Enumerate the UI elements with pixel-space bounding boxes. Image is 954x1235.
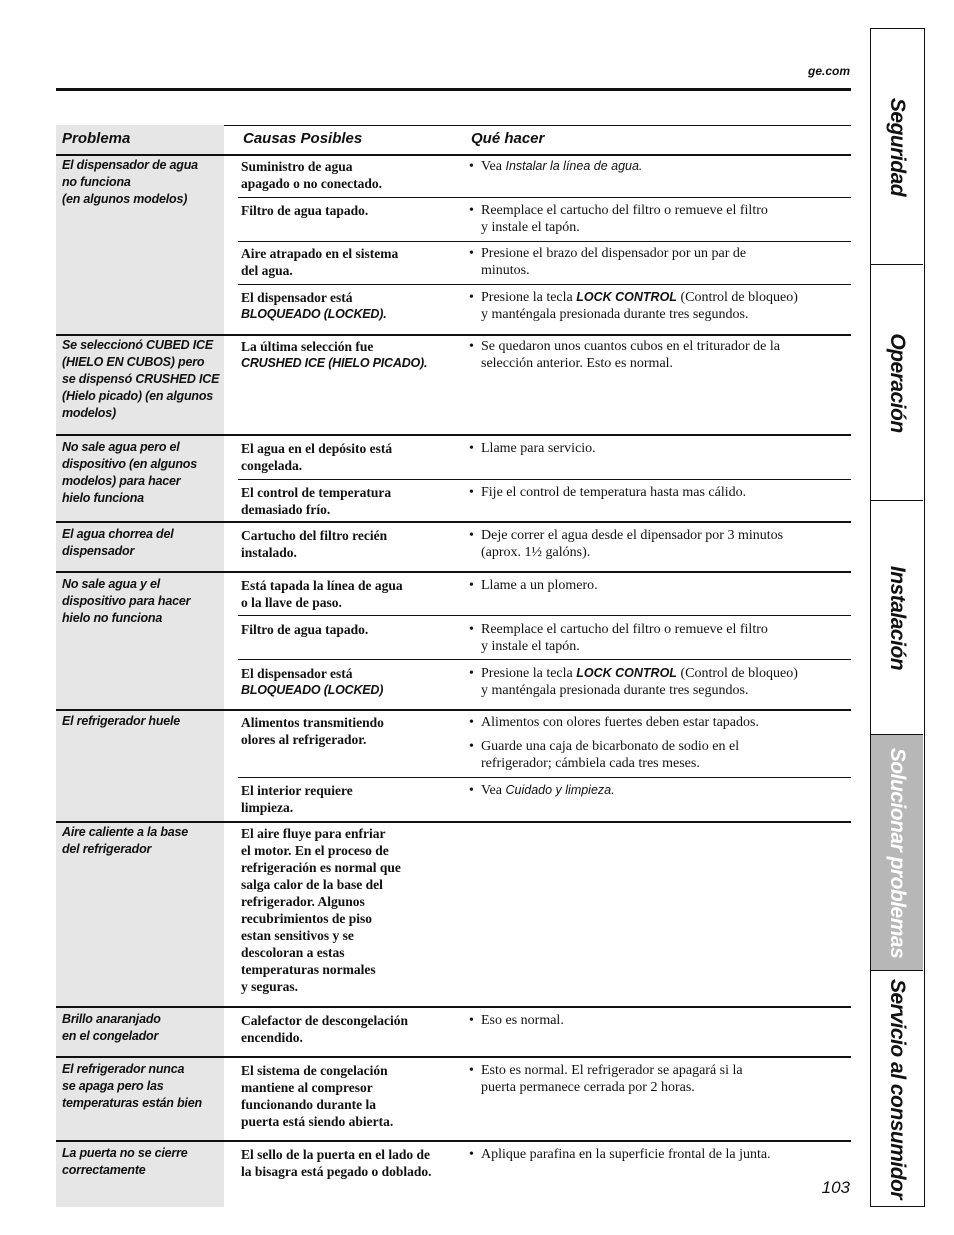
text-line: demasiado frío.: [241, 502, 331, 517]
row-separator: [56, 709, 851, 711]
key-name: LOCK CONTROL: [576, 666, 677, 680]
text-line: en el congelador: [62, 1029, 159, 1043]
text-line: y instale el tapón.: [481, 220, 580, 235]
cause-cell: [241, 440, 463, 474]
text-line: Fije el control de temperatura hasta mas cálido.: [481, 485, 747, 500]
problem-cell: [62, 157, 222, 208]
row-separator: [56, 1056, 851, 1058]
text-line: (HIELO EN CUBOS) pero: [62, 355, 205, 369]
problem-cell: [62, 576, 222, 627]
text-line: (en algunos modelos): [62, 192, 188, 206]
row-separator: [56, 334, 851, 336]
text-line: dispensador: [62, 544, 135, 558]
header-rule: [56, 88, 851, 91]
text-line: modelos): [62, 406, 116, 420]
cause-cell: [241, 782, 463, 816]
bullet-icon: •: [469, 290, 474, 305]
action-item: [469, 527, 841, 561]
problem-cell: [62, 824, 222, 858]
text-line: Guarde una caja de bicarbonato de sodio en el: [481, 739, 740, 754]
text-line: funcionando durante la: [241, 1097, 377, 1112]
text-line: y instale el tapón.: [481, 639, 580, 654]
cause-cell: [241, 289, 463, 323]
text-line: recubrimientos de piso: [241, 911, 372, 926]
row-separator: [56, 821, 851, 823]
action-item: [469, 577, 841, 594]
action-item: [469, 202, 841, 236]
bullet-icon: •: [469, 666, 474, 681]
text-line: (Hielo picado) (en algunos: [62, 389, 214, 403]
cause-cell: [241, 245, 463, 279]
action-item: [469, 484, 841, 501]
problem-cell: [62, 526, 222, 560]
text-line: Está tapada la línea de agua: [241, 578, 403, 593]
text-line: [481, 665, 841, 682]
problem-cell: [62, 337, 222, 422]
text-line: Presione el brazo del dispensador por un par de: [481, 246, 747, 261]
cause-separator: [238, 284, 851, 285]
text-line: no funciona: [62, 175, 131, 189]
cause-emphasis: BLOQUEADO (LOCKED).: [241, 307, 387, 321]
row-separator: [56, 521, 851, 523]
cause-emphasis: CRUSHED ICE (HIELO PICADO).: [241, 356, 428, 370]
text-line: El agua chorrea del: [62, 527, 174, 541]
row-separator: [56, 571, 851, 573]
text-line: la bisagra está pegado o doblado.: [241, 1164, 432, 1179]
tab-label: Operación: [886, 332, 909, 433]
text-line: Cartucho del filtro recién: [241, 528, 388, 543]
text-line: refrigerador; cámbiela cada tres meses.: [481, 756, 700, 771]
cause-separator: [238, 241, 851, 242]
problem-cell: [62, 1011, 222, 1045]
text-line: el motor. En el proceso de: [241, 843, 389, 858]
bullet-icon: •: [469, 1063, 474, 1078]
problem-cell: [62, 1061, 222, 1112]
text-line: Aire atrapado en el sistema: [241, 246, 399, 261]
bullet-icon: •: [469, 441, 474, 456]
cause-emphasis: BLOQUEADO (LOCKED): [241, 683, 384, 697]
text-fragment: (Control de bloqueo): [676, 290, 798, 305]
bullet-icon: •: [469, 783, 474, 798]
text-line: congelada.: [241, 458, 303, 473]
bullet-icon: •: [469, 339, 474, 354]
text-line: dispositivo para hacer: [62, 594, 191, 608]
cause-cell: [241, 527, 463, 561]
reference-link: Instalar la línea de agua.: [505, 159, 643, 173]
text-line: El sello de la puerta en el lado de: [241, 1147, 430, 1162]
action-item: [469, 621, 841, 655]
action-item: [469, 665, 841, 699]
text-line: Suministro de agua: [241, 159, 353, 174]
text-line: Alimentos transmitiendo: [241, 715, 384, 730]
text-line: minutos.: [481, 263, 530, 278]
text-line: El dispensador está: [241, 290, 353, 305]
text-line: se dispensó CRUSHED ICE: [62, 372, 220, 386]
text-line: estan sensitivos y se: [241, 928, 354, 943]
column-header-problem: Problema: [62, 130, 131, 147]
text-line: El dispensador de agua: [62, 158, 198, 172]
text-line: Llame a un plomero.: [481, 578, 598, 593]
text-line: Filtro de agua tapado.: [241, 622, 369, 637]
cause-cell: [241, 1012, 463, 1046]
text-line: El sistema de congelación: [241, 1063, 388, 1078]
bullet-icon: •: [469, 1013, 474, 1028]
text-line: [481, 158, 841, 175]
action-item: [469, 440, 841, 457]
text-line: (aprox. 1½ galóns).: [481, 545, 591, 560]
text-line: El agua en el depósito está: [241, 441, 393, 456]
page-number: 103: [821, 1178, 850, 1197]
text-line: La última selección fue: [241, 339, 374, 354]
bullet-icon: •: [469, 159, 474, 174]
text-line: Esto es normal. El refrigerador se apagará si la: [481, 1063, 743, 1078]
text-line: El interior requiere: [241, 783, 353, 798]
key-name: LOCK CONTROL: [576, 290, 677, 304]
tab-instalacion[interactable]: [871, 501, 923, 735]
cause-cell: [241, 158, 463, 192]
cause-cell: [241, 338, 463, 372]
cause-cell: [241, 621, 463, 638]
text-line: [481, 289, 841, 306]
bullet-icon: •: [469, 1147, 474, 1162]
text-line: La puerta no se cierre: [62, 1146, 188, 1160]
text-line: Filtro de agua tapado.: [241, 203, 369, 218]
reference-link: Cuidado y limpieza.: [505, 783, 615, 797]
action-item: [469, 1012, 841, 1029]
problem-cell: [62, 713, 222, 730]
text-fragment: Vea: [481, 783, 506, 798]
cause-separator: [238, 197, 851, 198]
text-line: correctamente: [62, 1163, 146, 1177]
text-line: limpieza.: [241, 800, 294, 815]
problem-cell: [62, 1145, 222, 1179]
text-line: o la llave de paso.: [241, 595, 342, 610]
action-item: [469, 738, 841, 772]
text-line: refrigeración es normal que: [241, 860, 401, 875]
side-tabs: [870, 28, 925, 1207]
bullet-icon: •: [469, 739, 474, 754]
action-item: [469, 1062, 841, 1096]
text-line: No sale agua y el: [62, 577, 161, 591]
tab-solucionar-problemas[interactable]: [871, 735, 923, 971]
text-line: olores al refrigerador.: [241, 732, 367, 747]
text-fragment: Presione la tecla: [481, 666, 577, 681]
header-top-rule: [224, 125, 851, 126]
text-line: El control de temperatura: [241, 485, 392, 500]
cause-cell: [241, 484, 463, 518]
text-line: El refrigerador nunca: [62, 1062, 185, 1076]
tab-label: Servicio al consumidor: [886, 978, 909, 1200]
cause-separator: [238, 615, 851, 616]
cause-separator: [238, 777, 851, 778]
site-url[interactable]: ge.com: [807, 64, 850, 78]
text-line: temperaturas están bien: [62, 1096, 202, 1110]
text-line: El refrigerador huele: [62, 714, 181, 728]
tab-operacion[interactable]: [871, 265, 923, 501]
header-bottom-rule: [56, 154, 851, 156]
bullet-icon: •: [469, 485, 474, 500]
column-header-causes: Causas Posibles: [243, 130, 363, 147]
cause-cell: [241, 202, 463, 219]
cause-cell: [241, 1062, 463, 1130]
text-line: Alimentos con olores fuertes deben estar tapados.: [481, 715, 759, 730]
text-line: mantiene al compresor: [241, 1080, 373, 1095]
text-line: [481, 782, 841, 799]
text-line: Calefactor de descongelación: [241, 1013, 408, 1028]
text-line: refrigerador. Algunos: [241, 894, 365, 909]
bullet-icon: •: [469, 246, 474, 261]
row-separator: [56, 1140, 851, 1142]
tab-seguridad[interactable]: [871, 29, 923, 265]
text-line: salga calor de la base del: [241, 877, 383, 892]
action-item: [469, 338, 841, 372]
text-line: selección anterior. Esto es normal.: [481, 356, 674, 371]
cause-cell: [241, 577, 463, 611]
cause-separator: [238, 659, 851, 660]
text-line: Llame para servicio.: [481, 441, 596, 456]
text-line: Aire caliente a la base: [62, 825, 189, 839]
text-line: No sale agua pero el: [62, 440, 180, 454]
action-item: [469, 158, 841, 175]
text-line: del agua.: [241, 263, 293, 278]
text-line: descoloran a estas: [241, 945, 345, 960]
text-fragment: Presione la tecla: [481, 290, 577, 305]
text-line: Se quedaron unos cuantos cubos en el triturador de la: [481, 339, 780, 354]
text-line: temperaturas normales: [241, 962, 376, 977]
text-line: Eso es normal.: [481, 1013, 564, 1028]
bullet-icon: •: [469, 203, 474, 218]
cause-cell: [241, 1146, 463, 1180]
text-line: y manténgala presionada durante tres segundos.: [481, 683, 749, 698]
action-item: [469, 289, 841, 323]
text-line: instalado.: [241, 545, 297, 560]
text-line: El aire fluye para enfriar: [241, 826, 386, 841]
text-line: modelos) para hacer: [62, 474, 181, 488]
tab-label: Instalación: [886, 565, 909, 670]
cause-cell: [241, 665, 463, 699]
text-line: hielo funciona: [62, 491, 144, 505]
text-line: del refrigerador: [62, 842, 152, 856]
column-header-actions: Qué hacer: [471, 130, 545, 147]
text-line: y manténgala presionada durante tres segundos.: [481, 307, 749, 322]
action-item: [469, 1146, 841, 1163]
text-line: dispositivo (en algunos: [62, 457, 197, 471]
text-fragment: Vea: [481, 159, 506, 174]
bullet-icon: •: [469, 528, 474, 543]
text-line: Brillo anaranjado: [62, 1012, 161, 1026]
text-line: hielo no funciona: [62, 611, 163, 625]
bullet-icon: •: [469, 622, 474, 637]
text-line: El dispensador está: [241, 666, 353, 681]
tab-servicio-al-consumidor[interactable]: [871, 971, 923, 1207]
text-line: encendido.: [241, 1030, 303, 1045]
text-line: Se seleccionó CUBED ICE: [62, 338, 214, 352]
text-line: apagado o no conectado.: [241, 176, 383, 191]
text-line: Reemplace el cartucho del filtro o remueve el filtro: [481, 203, 768, 218]
text-line: se apaga pero las: [62, 1079, 164, 1093]
bullet-icon: •: [469, 578, 474, 593]
action-item: [469, 245, 841, 279]
cause-separator: [238, 479, 851, 480]
text-line: Reemplace el cartucho del filtro o remueve el filtro: [481, 622, 768, 637]
text-line: Aplique parafina en la superficie frontal de la junta.: [481, 1147, 771, 1162]
row-separator: [56, 1006, 851, 1008]
text-line: Deje correr el agua desde el dipensador por 3 minutos: [481, 528, 784, 543]
action-item: [469, 782, 841, 799]
row-separator: [56, 434, 851, 436]
cause-cell: [241, 825, 463, 995]
text-line: puerta permanece cerrada por 2 horas.: [481, 1080, 695, 1095]
text-line: puerta está siendo abierta.: [241, 1114, 394, 1129]
cause-cell: [241, 714, 463, 748]
tab-label: Solucionar problemas: [886, 747, 909, 958]
text-line: y seguras.: [241, 979, 298, 994]
problem-cell: [62, 439, 222, 507]
bullet-icon: •: [469, 715, 474, 730]
tab-label: Seguridad: [886, 97, 909, 196]
text-fragment: (Control de bloqueo): [676, 666, 798, 681]
action-item: [469, 714, 841, 731]
